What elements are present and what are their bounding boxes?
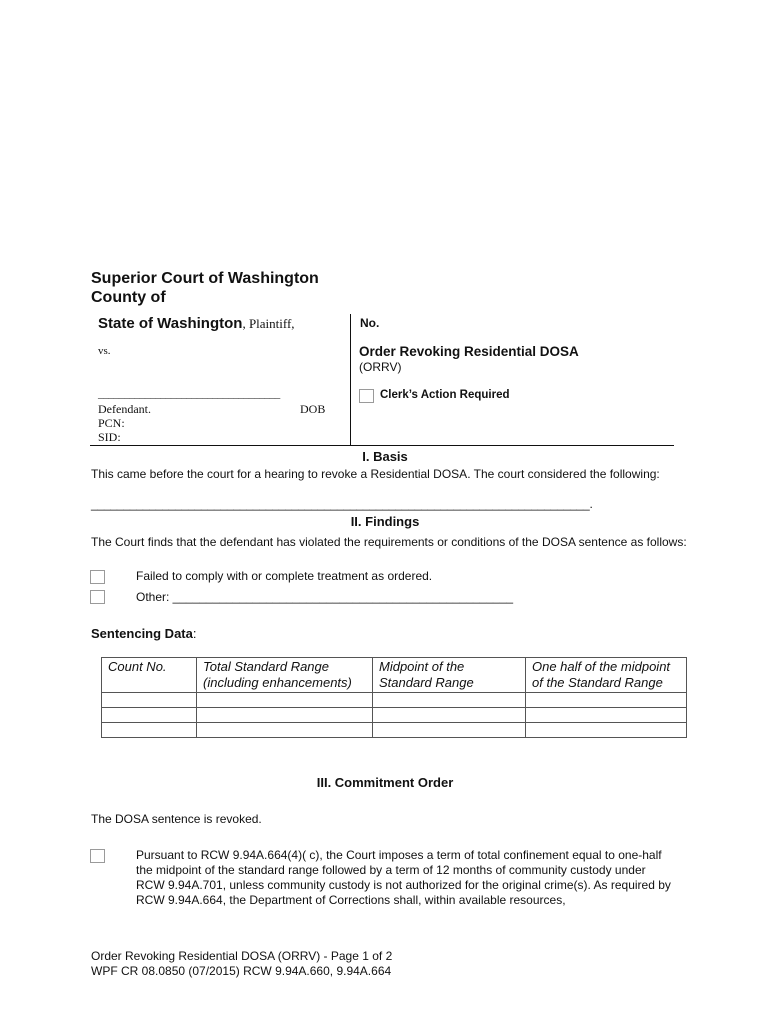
footer-title: Order Revoking Residential DOSA (ORRV) - Page 1 of 2 (91, 949, 393, 963)
table-cell[interactable] (373, 708, 526, 723)
commitment-option-checkbox[interactable] (90, 849, 105, 863)
table-cell[interactable] (102, 708, 197, 723)
defendant-label: Defendant. (98, 402, 151, 416)
court-name: Superior Court of Washington (91, 270, 319, 287)
table-cell[interactable] (197, 723, 373, 738)
finding-other-checkbox[interactable] (90, 590, 105, 604)
caption-bottom-rule (90, 445, 674, 446)
pcn-label: PCN: (98, 416, 125, 430)
column-midpoint: Midpoint of the Standard Range (373, 658, 526, 693)
dosa-revoked-text: The DOSA sentence is revoked. (91, 812, 262, 826)
table-row (102, 723, 687, 738)
sid-label: SID: (98, 430, 121, 444)
clerk-action-label: Clerk’s Action Required (380, 389, 510, 401)
table-cell[interactable] (102, 693, 197, 708)
commitment-heading: III. Commitment Order (316, 775, 454, 790)
state-name: State of Washington (98, 315, 243, 332)
table-header-row (102, 658, 687, 693)
basis-heading: I. Basis (362, 449, 408, 464)
versus-label: vs. (98, 345, 111, 357)
findings-text: The Court finds that the defendant has violated the requirements or conditions of the DOSA sentence as follows: (91, 535, 687, 549)
dob-label: DOB (300, 402, 326, 416)
defendant-name-blank[interactable]: ___________________________________ (98, 388, 281, 400)
sentencing-data-label (91, 626, 196, 641)
findings-heading: II. Findings (350, 514, 420, 529)
table-cell[interactable] (526, 708, 687, 723)
plaintiff-label: , Plaintiff, (242, 316, 295, 331)
clerk-action-checkbox[interactable] (359, 389, 374, 403)
table-cell[interactable] (373, 723, 526, 738)
table-cell[interactable] (197, 708, 373, 723)
sentencing-data-title: Sentencing Data (91, 626, 193, 641)
page-footer (91, 949, 392, 979)
basis-text: This came before the court for a hearing to revoke a Residential DOSA. The court considered the following: (91, 467, 660, 481)
caption-divider (350, 314, 351, 445)
finding-treatment-checkbox[interactable] (90, 570, 105, 584)
plaintiff-line (98, 315, 295, 332)
finding-other-label[interactable]: Other: ___________________________________________________ (136, 590, 514, 604)
sentencing-data-colon: : (192, 626, 197, 641)
table-cell[interactable] (526, 693, 687, 708)
commitment-option-text: Pursuant to RCW 9.94A.664(4)( c), the Court imposes a term of total confinement equal to one-half the midpoint of the standard range followed by a term of 12 months of community custody under RCW 9.94A.701, unless community custody is not authorized for the original crime(s). As required by RCW 9.94A.664, the Department of Corrections shall, within available resources, (136, 848, 671, 907)
column-standard-range: Total Standard Range (including enhancements) (197, 658, 373, 693)
order-title: Order Revoking Residential DOSA (359, 344, 579, 359)
table-row (102, 708, 687, 723)
footer-form-number: WPF CR 08.0850 (07/2015) RCW 9.94A.660, 9.94A.664 (91, 964, 392, 978)
sentencing-table (101, 657, 687, 738)
case-number-label: No. (360, 316, 380, 330)
table-cell[interactable] (526, 723, 687, 738)
basis-blank-line[interactable]: _____________________________________________________________________________. (91, 497, 593, 511)
court-header (91, 269, 319, 307)
column-count-no: Count No. (102, 658, 197, 693)
order-abbreviation: (ORRV) (359, 360, 402, 374)
table-cell[interactable] (197, 693, 373, 708)
table-row (102, 693, 687, 708)
table-cell[interactable] (102, 723, 197, 738)
county-label: County of (91, 289, 166, 306)
table-cell[interactable] (373, 693, 526, 708)
column-half-midpoint: One half of the midpoint of the Standard Range (526, 658, 687, 693)
finding-treatment-label: Failed to comply with or complete treatment as ordered. (136, 569, 433, 583)
